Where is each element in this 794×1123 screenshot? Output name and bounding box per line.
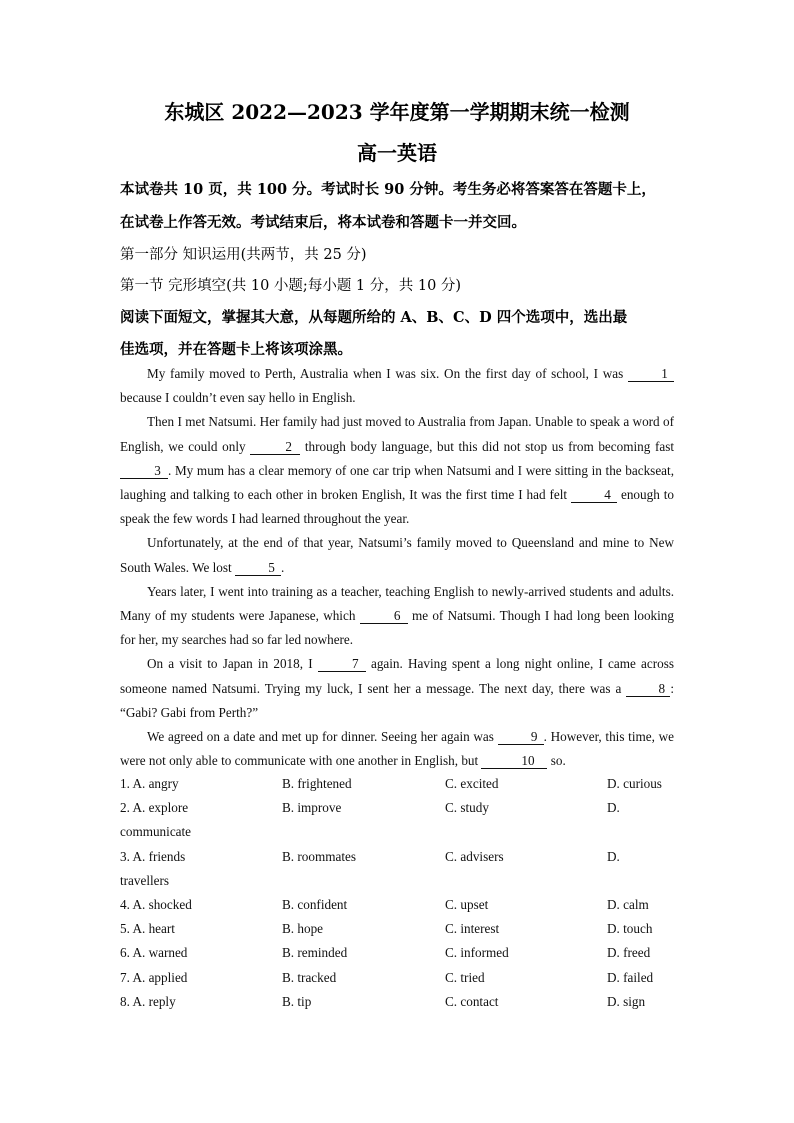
option-d: D. failed [607, 969, 654, 985]
option-row [120, 917, 680, 941]
option-c: C. informed [445, 945, 509, 961]
blank-5: 5 [235, 560, 281, 576]
text-run: because I couldn’t even say hello in English. [120, 390, 356, 406]
text-run: me of Natsumi. Though I had long been looking for her, my searches had so far led nowhere. [120, 608, 674, 648]
text-run: Years later, I went into training as a teacher, teaching English to newly-arrived students and adults. Many of my students were Japanese, which [120, 583, 674, 624]
instructions-line-2: 在试卷上作答无效。考试结束后，将本试卷和答题卡一并交回。 [120, 214, 526, 231]
text-run: Unfortunately, at the end of that year, Natsumi’s family moved to Queensland and mine to New South Wales. We lost [120, 535, 674, 575]
section-1-title: 第一节 完形填空(共 10 小题;每小题 1 分，共 10 分) [120, 278, 462, 294]
option-a: 6. A. warned [120, 945, 188, 961]
blank-10: 10 [481, 753, 547, 769]
option-row [120, 820, 680, 844]
option-b: B. roommates [282, 848, 356, 864]
option-a: 7. A. applied [120, 969, 188, 985]
option-c: C. upset [445, 896, 489, 912]
option-a: communicate [120, 824, 192, 840]
option-b: B. confident [282, 896, 348, 912]
paragraph-3 [120, 531, 674, 579]
option-b: B. improve [282, 800, 342, 816]
option-a: 3. A. friends [120, 848, 186, 864]
options-list [120, 772, 680, 1014]
option-d: D. [607, 800, 620, 816]
option-a: 2. A. explore [120, 800, 189, 816]
blank-6: 6 [360, 608, 408, 624]
option-a: travellers [120, 872, 170, 888]
text-run: We agreed on a date and met up for dinner. Seeing her again was [147, 729, 498, 745]
blank-9: 9 [498, 729, 544, 745]
option-b: B. tracked [282, 969, 337, 985]
directions-line-2: 佳选项，并在答题卡上将该项涂黑。 [120, 341, 352, 358]
part-1-title: 第一部分 知识运用(共两节，共 25 分) [120, 247, 367, 263]
blank-1: 1 [628, 366, 674, 382]
option-c: C. contact [445, 993, 499, 1009]
option-d: D. sign [607, 993, 646, 1009]
option-b: B. reminded [282, 945, 348, 961]
option-row [120, 990, 680, 1014]
option-a: 5. A. heart [120, 921, 175, 937]
option-d: D. touch [607, 921, 653, 937]
option-d: D. freed [607, 945, 651, 961]
text-run: Then I met Natsumi. Her family had just moved to Australia from Japan. Unable to speak a word of English, we could only [120, 414, 674, 454]
option-c: C. advisers [445, 848, 504, 864]
paragraph-1 [120, 362, 674, 410]
option-b: B. hope [282, 921, 324, 937]
option-row [120, 893, 680, 917]
blank-2: 2 [250, 439, 300, 455]
option-row [120, 845, 680, 869]
text-run: so. [547, 753, 566, 769]
option-c: C. interest [445, 921, 500, 937]
exam-title: 东城区 2022—2023 学年度第一学期期末统一检测 [164, 100, 630, 124]
directions-line-1: 阅读下面短文，掌握其大意，从每题所给的 A、B、C、D 四个选项中，选出最 [120, 309, 628, 326]
option-c: C. tried [445, 969, 485, 985]
paragraph-5 [120, 652, 674, 725]
option-row [120, 772, 680, 796]
blank-7: 7 [318, 656, 366, 672]
text-run: On a visit to Japan in 2018, I [147, 656, 318, 672]
text-run: enough to speak the few words I had learned throughout the year. [120, 487, 674, 527]
blank-4: 4 [571, 487, 617, 503]
option-d: D. curious [607, 776, 662, 791]
option-a: 8. A. reply [120, 993, 176, 1009]
option-d: D. [607, 848, 620, 864]
text-run: through body language, but this did not stop us from becoming fast [300, 438, 674, 454]
text-run: again. Having spent a long night online, I came across someone named Natsumi. Trying my luck, I sent her a message. The next day, there was a [120, 656, 674, 696]
option-b: B. tip [282, 993, 312, 1009]
blank-8: 8 [626, 681, 670, 697]
text-run: . However, this time, we were not only able to communicate with one another in English, but [120, 729, 674, 769]
option-c: C. excited [445, 776, 499, 791]
instructions-line-1: 本试卷共 10 页，共 100 分。考试时长 90 分钟。考生务必将答案答在答题卡上， [120, 181, 656, 198]
paragraph-2 [120, 410, 674, 531]
option-a: 4. A. shocked [120, 896, 192, 912]
option-row [120, 966, 680, 990]
option-row [120, 941, 680, 965]
text-run: . [280, 559, 285, 575]
text-run: . My mum has a clear memory of one car trip when Natsumi and I were sitting in the backseat, laughing and talking to each other in broken English, It was the first time I had felt [120, 462, 674, 503]
option-row [120, 796, 680, 820]
exam-subtitle: 高一英语 [357, 141, 437, 165]
paragraph-6 [120, 725, 674, 773]
blank-3: 3 [120, 463, 168, 479]
option-b: B. frightened [282, 776, 352, 791]
option-row [120, 869, 680, 893]
option-d: D. calm [607, 896, 649, 912]
text-run: : “Gabi? Gabi from Perth?” [120, 680, 674, 720]
cloze-passage [120, 362, 674, 773]
paragraph-4 [120, 580, 674, 653]
text-run: My family moved to Perth, Australia when I was six. On the first day of school, I was [147, 366, 628, 381]
option-a: 1. A. angry [120, 776, 179, 791]
option-c: C. study [445, 800, 489, 816]
